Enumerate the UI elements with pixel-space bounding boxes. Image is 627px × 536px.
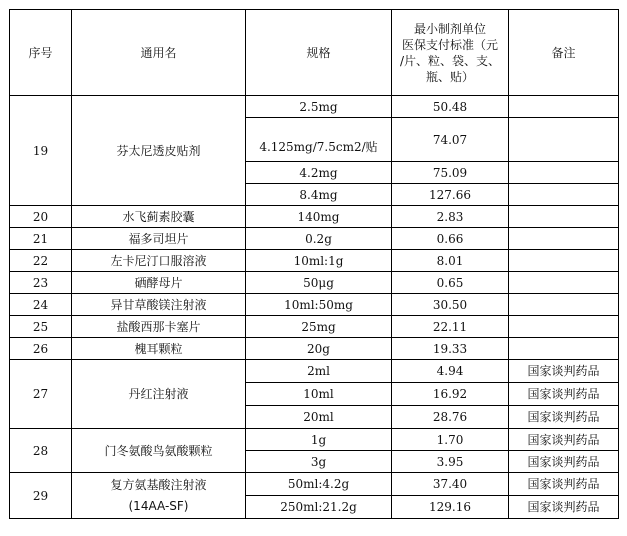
note-cell [509,162,619,184]
price-cell: 75.09 [392,162,509,184]
seq-cell: 27 [10,360,72,429]
table-row [10,272,619,294]
spec-cell: 3g [246,451,392,473]
price-cell: 0.66 [392,228,509,250]
seq-cell: 26 [10,338,72,360]
price-header-line: 瓶、贴） [425,69,474,84]
price-cell: 37.40 [392,473,509,496]
spec-header: 规格 [246,10,392,96]
price-header [392,10,509,96]
note-cell [509,272,619,294]
note-cell: 国家谈判药品 [509,473,619,496]
note-cell [509,206,619,228]
spec-cell: 0.2g [246,228,392,250]
note-cell: 国家谈判药品 [509,406,619,429]
note-cell [509,118,619,162]
drug-name-cell: 福多司坦片 [72,228,246,250]
drug-name-cell: 槐耳颗粒 [72,338,246,360]
drug-name-cell: 门冬氨酸鸟氨酸颗粒 [72,429,246,473]
seq-cell: 25 [10,316,72,338]
drug-name-cell: 水飞蓟素胶囊 [72,206,246,228]
price-cell: 8.01 [392,250,509,272]
drug-name-cell: 芬太尼透皮贴剂 [72,96,246,206]
price-header-line: 最小制剂单位 [413,21,486,36]
price-cell: 3.95 [392,451,509,473]
note-cell: 国家谈判药品 [509,360,619,383]
price-cell: 1.70 [392,429,509,451]
table-row [10,228,619,250]
note-cell [509,96,619,118]
drug-name-cell: 盐酸西那卡塞片 [72,316,246,338]
spec-cell: 20ml [246,406,392,429]
price-cell: 127.66 [392,184,509,206]
spec-cell: 20g [246,338,392,360]
table-row [10,96,619,118]
price-cell: 30.50 [392,294,509,316]
spec-cell: 250ml:21.2g [246,496,392,519]
spec-cell: 25mg [246,316,392,338]
note-cell: 国家谈判药品 [509,451,619,473]
drug-name-cell: 左卡尼汀口服溶液 [72,250,246,272]
price-table-container [9,9,619,519]
table-row [10,338,619,360]
drug-name-cell [72,473,246,519]
note-cell [509,338,619,360]
table-row [10,360,619,383]
drug-name-cell: 丹红注射液 [72,360,246,429]
price-table [9,9,619,519]
seq-cell: 28 [10,429,72,473]
seq-cell: 20 [10,206,72,228]
seq-cell: 23 [10,272,72,294]
spec-cell [246,118,392,162]
table-row [10,250,619,272]
spec-cell: 2ml [246,360,392,383]
name-header: 通用名 [72,10,246,96]
seq-cell: 21 [10,228,72,250]
spec-cell: 50μg [246,272,392,294]
drug-name-cell: 异甘草酸镁注射液 [72,294,246,316]
spec-cell: 10ml:50mg [246,294,392,316]
spec-cell: 140mg [246,206,392,228]
spec-cell: 10ml [246,383,392,406]
table-row [10,473,619,496]
spec-cell: 10ml:1g [246,250,392,272]
price-header-line: 医保支付标准（元 [401,37,498,52]
seq-cell: 29 [10,473,72,519]
spec-cell: 1g [246,429,392,451]
note-header: 备注 [509,10,619,96]
drug-name-cell: 硒酵母片 [72,272,246,294]
price-cell: 28.76 [392,406,509,429]
table-row [10,206,619,228]
price-header-line: /片、粒、袋、支、 [399,53,501,68]
note-cell [509,250,619,272]
spec-cell: 8.4mg [246,184,392,206]
price-cell: 50.48 [392,96,509,118]
note-cell: 国家谈判药品 [509,496,619,519]
note-cell [509,184,619,206]
price-cell: 16.92 [392,383,509,406]
note-cell [509,294,619,316]
note-cell: 国家谈判药品 [509,429,619,451]
drug-name-line: (14AA-SF) [128,499,189,513]
seq-cell: 22 [10,250,72,272]
spec-text: 4.125mg/7.5cm2/贴 [259,139,378,154]
table-row [10,429,619,451]
seq-cell: 24 [10,294,72,316]
drug-name-line: 复方氨基酸注射液 [110,478,207,492]
price-cell: 2.83 [392,206,509,228]
note-cell: 国家谈判药品 [509,383,619,406]
spec-cell: 4.2mg [246,162,392,184]
price-cell: 74.07 [392,118,509,162]
price-cell: 4.94 [392,360,509,383]
price-cell: 19.33 [392,338,509,360]
price-cell: 0.65 [392,272,509,294]
note-cell [509,316,619,338]
seq-cell: 19 [10,96,72,206]
note-cell [509,228,619,250]
seq-header: 序号 [10,10,72,96]
price-cell: 129.16 [392,496,509,519]
spec-cell: 2.5mg [246,96,392,118]
header-row [10,10,619,96]
table-row [10,294,619,316]
price-cell: 22.11 [392,316,509,338]
table-row [10,316,619,338]
spec-cell: 50ml:4.2g [246,473,392,496]
